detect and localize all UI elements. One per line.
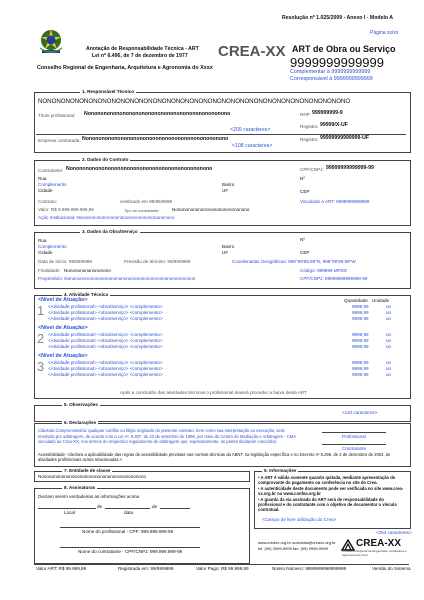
activity-group-number: 2: [37, 331, 45, 346]
contrato-rua: Rua: [38, 176, 47, 181]
activity-quantity: 9999,99: [352, 310, 369, 315]
conselho-text: Conselho Regional de Engenharia, Arquitetura e Agronomia do Xxxx: [37, 65, 213, 71]
quantidade-header: Quantidade: [344, 298, 368, 303]
activity-quantity: 9999,99: [352, 344, 369, 349]
section8-title: 8. Assinaturas: [64, 485, 96, 490]
obra-numero: Nº: [300, 237, 305, 242]
celebrado-text: celebrado em 99/99/9999: [120, 199, 173, 204]
crea-logo-sub: Conselho Regional de Engenharia, Arquitetura e Agronomia do Xxxx: [342, 549, 407, 557]
registro-label: Registro:: [300, 124, 319, 129]
activity-unit: un: [386, 310, 392, 315]
tipo-contratante-label: Tipo de contratante:: [124, 208, 160, 213]
valor-text: Valor: R$ 9.999.999.999,99: [38, 207, 94, 212]
crea-title: CREA-XX: [218, 43, 286, 60]
titulo-label: Título profissional:: [38, 113, 76, 118]
nosso-numero: Nosso Número: 9999999999999999: [272, 566, 347, 571]
section2-title: 2. Dados do Contrato: [82, 157, 129, 162]
clausula-compromissoria: Cláusula Compromissória: qualquer conflito ou litígio originado do presente contrato, bem como sua interpretação ou execução, será resolvido por arbitragem, de acordo com a Lei nº. 9.307, de 23 de setembro de 1996, por meio do Centro de Mediação e Arbitragem - CMA vinculado ao Crea-XX, nos termos do respectivo regulamento de arbitragem que, expressamente, as partes declaram concordar.: [38, 428, 296, 445]
nome-contratante: Nome do contratante - CPF/CNPJ: 999.999.999-99: [78, 549, 183, 554]
informacao-item: • A ART é válida somente quando quitada, mediante apresentação do comprovante do pagamento ou conferência no site do Crea.: [258, 475, 396, 485]
data-label: data: [124, 510, 133, 515]
nivel-atuacao: <Nível de Atuação>: [38, 325, 88, 331]
empresa-label: Empresa contratada:: [38, 138, 81, 143]
informacao-item: • A autenticidade deste documento pode ser verificada no site www.crea-xx.org.br ou www.confea.org.br: [258, 486, 404, 496]
section3-title: 3. Dados da Obra/Serviço: [82, 229, 138, 234]
activity-unit: un: [386, 316, 392, 321]
valor-pago: Valor Pago: R$ 99.999,99: [196, 566, 249, 571]
corresponsavel-text: Corresponsável à 9999999999999: [290, 76, 373, 82]
chars-209: <209 caracteres>: [230, 127, 271, 133]
informacoes-list: [258, 475, 405, 513]
data-inicio: Data de Início: 99/99/9999: [38, 259, 92, 264]
rnp-value: 999999999-9: [312, 110, 343, 116]
registro-value: 99999/X-UF: [320, 122, 348, 128]
activity-row-text: <Atividade profissional> <obra/serviço> <complemento>: [48, 332, 163, 337]
coordenadas: Coordenadas Geográficas: 999°99'99.99"N, 999°99'99.99"W: [232, 259, 356, 264]
obra-bairro: Bairro: [222, 244, 235, 249]
nome-profissional: Nome do profissional - CPF: 999.999.999-99: [82, 529, 174, 534]
section5-title: 5. Observações: [64, 402, 98, 407]
activity-row-text: <Atividade profissional> <obra/serviço> <complemento>: [48, 366, 163, 371]
finalidade-label: Finalidade:: [38, 268, 61, 273]
section1-title: 1. Responsável Técnico: [82, 89, 135, 94]
obra-uf: UF: [222, 250, 229, 255]
complementar-text: Complementar à 9999999999999: [290, 69, 371, 75]
previsao-termino: Previsão de término: 99/99/9999: [124, 259, 191, 264]
obra-rua: Rua: [38, 238, 47, 243]
crea-logo-text: CREA-XX: [356, 538, 402, 549]
brazil-coat-of-arms-icon: [36, 26, 66, 56]
entidade-value: Nonononononononononononononononononononono: [38, 474, 147, 479]
informacao-item: • A guarda da via assinada da ART será de responsabilidade do profissional e do contratante com o objetivo de documentar o vínculo contratual.: [258, 497, 397, 512]
activity-row-text: <Atividade profissional> <obra/serviço> <complemento>: [48, 304, 163, 309]
section7-title: 7. Entidade de classe: [64, 468, 111, 473]
activity-quantity: 9999,99: [352, 372, 369, 377]
contratante-label: Contratante:: [38, 168, 64, 173]
contrato-complemento: Complemento: [38, 182, 67, 187]
proprietario-cpf: CPF/CNPJ: 99999999999999-99: [300, 276, 368, 281]
valor-art: Valor ART: R$ 99.999,99: [36, 566, 87, 571]
site-text: www.creaxx.org.br ouvidoria@creaxx.org.br: [258, 540, 336, 545]
contrato-uf: UF: [222, 188, 229, 193]
activity-quantity: 9999,99: [352, 316, 369, 321]
contrato-bairro: Bairro: [222, 182, 235, 187]
chars-108: <108 caracteres>: [232, 143, 273, 149]
contratante-signature-label: Contratante: [342, 446, 367, 451]
obra-cep: CEP: [300, 250, 310, 255]
activity-quantity: 9999,99: [352, 360, 369, 365]
activity-unit: un: [386, 366, 392, 371]
activity-unit: un: [386, 360, 392, 365]
profissional-signature-label: Profissional: [342, 434, 366, 439]
acao-institucional: Ação Institucional: Nonononononononononononononononononono: [38, 215, 175, 220]
section4-title: 4. Atividade Técnica: [64, 292, 108, 297]
contrato-numero: Nº: [300, 176, 305, 181]
activity-quantity: 9999,99: [352, 304, 369, 309]
contratante-value: Nonononononononononononononononononononononono: [66, 166, 213, 172]
activity-unit: un: [386, 332, 392, 337]
declaro-text: Declaro serem verdadeiras as informações acima: [38, 494, 140, 499]
obra-cidade: Cidade: [38, 250, 53, 255]
contrato-label: Contrato:: [38, 199, 57, 204]
rnp-label: RNP:: [300, 112, 311, 117]
campo-livre: <Campo de livre utilização do Crea>: [262, 517, 337, 522]
empresa-value: Nonononononononononononononononononononononono: [82, 136, 229, 142]
chars-254: <254 caracteres>: [376, 530, 412, 535]
section9-title: 9. Informações: [264, 468, 297, 473]
local-label: Local: [64, 510, 75, 515]
contrato-cidade: Cidade: [38, 188, 53, 193]
responsavel-name: NONONONONONONONONONONONONONONONONONONONONONONONONONONONONONONONONONO: [38, 98, 351, 105]
activity-row-text: <Atividade profissional> <obra/serviço> <complemento>: [48, 316, 163, 321]
finalidade-value: Nonononononononono: [64, 268, 111, 273]
de-text-1: de: [97, 504, 103, 509]
obra-complemento: Complemento: [38, 244, 67, 249]
activity-row-text: <Atividade profissional> <obra/serviço> <complemento>: [48, 338, 163, 343]
activity-row-text: <Atividade profissional> <obra/serviço> <complemento>: [48, 372, 163, 377]
contratante-cpf-label: CPF/CNPJ:: [300, 167, 324, 172]
activity-unit: un: [386, 372, 392, 377]
section6-title: 6. Declarações: [64, 420, 97, 425]
activity-group-number: 3: [37, 359, 45, 374]
registrada-em: Registrada em: 99/99/9999: [118, 566, 174, 571]
nivel-atuacao: <Nível de Atuação>: [38, 353, 88, 359]
activity-unit: un: [386, 304, 392, 309]
registro2-label: Registro:: [300, 137, 319, 142]
phone-text: tel: (99) 3999-9999 fax: (99) 9999-9999: [258, 546, 328, 551]
activity-row-text: <Atividade profissional> <obra/serviço> <complemento>: [48, 360, 163, 365]
activity-row-text: <Atividade profissional> <obra/serviço> <complemento>: [48, 310, 163, 315]
versao-sistema: Versão do Sistema: [372, 566, 411, 571]
chars-110: <110 caracteres>: [342, 410, 378, 415]
activity-unit: un: [386, 338, 392, 343]
registro2-value: 99999999999999-UF: [320, 135, 370, 141]
contrato-cep: CEP: [300, 189, 310, 194]
activity-quantity: 9999,99: [352, 332, 369, 337]
nivel-atuacao: <Nível de Atuação>: [38, 297, 88, 303]
art-title-line2: Lei nº 6.496, de 7 de dezembro de 1977: [92, 53, 188, 59]
unidade-header: Unidade: [372, 298, 390, 303]
page-number: Página xx/xx: [370, 30, 399, 36]
art-number: 9999999999999: [290, 55, 384, 70]
activity-quantity: 9999,99: [352, 366, 369, 371]
codigo-text: Código: 999999 MFDG: [300, 268, 348, 273]
de-text-2: de: [152, 504, 158, 509]
activity-group-number: 1: [37, 303, 45, 318]
activity-row-text: <Atividade profissional> <obra/serviço> <complemento>: [48, 344, 163, 349]
atividade-footer: Após a conclusão das atividades técnicas o profissional deverá proceder a baixa desta ART: [120, 390, 307, 395]
acessibilidade-text: Acessibilidade: <declara a aplicabilidade das regras de acessibilidade previstas nas normas técnicas da ABNT, na legislação específica e no Decreto nº 5.296, de 2 de dezembro de 2004, às atividades profissionais acima relacionadas.>: [38, 452, 391, 463]
activity-quantity: 9999,99: [352, 338, 369, 343]
art-title-line1: Anotação de Responsabilidade Técnica - ART: [86, 46, 199, 52]
tipo-contratante-value: Nonononononononononononononono: [172, 207, 250, 212]
contratante-cpf-value: 99999999999999-99: [326, 165, 374, 171]
proprietario-text: Proprietário: Nononononononononononononononononononononononononon: [38, 276, 196, 281]
resolucao-text: Resolução nº 1.025/2009 - Anexo I - Modelo A: [282, 15, 394, 21]
doc-type-title: ART de Obra ou Serviço: [292, 44, 396, 54]
titulo-value: Nonononononononononononononononononononononono: [84, 111, 231, 117]
vinculado-text: Vinculado à ART: 9999999999999: [300, 199, 370, 204]
activity-unit: un: [386, 344, 392, 349]
